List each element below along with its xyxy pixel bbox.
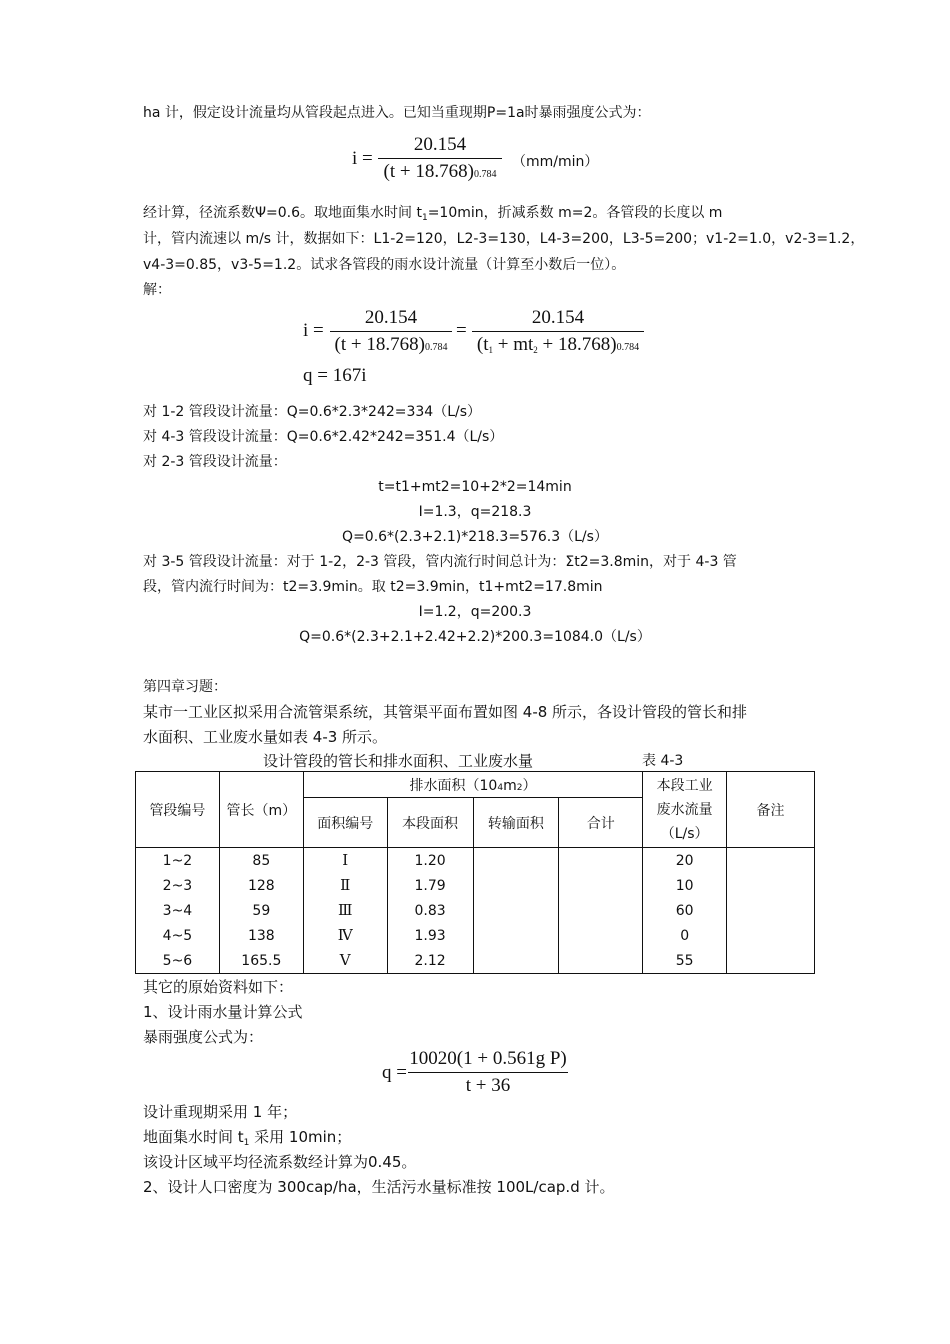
table-row: 5~6 165.5 Ⅴ 2.12 55: [136, 948, 815, 974]
after-line-6: 该设计区域平均径流系数经计算为0.45。: [143, 1153, 417, 1171]
header-area-id: 面积编号: [303, 798, 387, 848]
solution-line-1: 对 1-2 管段设计流量：Q=0.6*2.3*242=334（L/s）: [143, 404, 482, 420]
formula1-unit: （mm/min）: [512, 154, 599, 170]
header-segment: 管段编号: [136, 772, 220, 848]
formula1-denominator: (t + 18.768)0.784: [383, 161, 497, 182]
table-title: 设计管段的管长和排水面积、工业废水量: [263, 752, 534, 770]
header-area-transfer: 转输面积: [473, 798, 559, 848]
calc-line-3: Q=0.6*(2.3+2.1)*218.3=576.3（L/s）: [342, 529, 608, 545]
intro-line-4: v4-3=0.85，v3-5=1.2。试求各管段的雨水设计流量（计算至小数后一位）。: [143, 257, 626, 273]
formula3-lhs: q =: [382, 1062, 407, 1083]
table-row: 2~3 128 Ⅱ 1.79 10: [136, 873, 815, 898]
after-line-3: 暴雨强度公式为：: [143, 1028, 264, 1046]
after-line-1: 其它的原始资料如下：: [143, 978, 294, 996]
pipe-segment-table: [135, 771, 815, 974]
table-number: 表 4-3: [642, 753, 684, 769]
formula2-equals: =: [456, 320, 467, 341]
after-line-2: 1、设计雨水量计算公式: [143, 1003, 303, 1021]
intro-line-3: 计，管内流速以 m/s 计，数据如下：L1-2=120，L2-3=130，L4-3=200，L3-5=200；v1-2=1.0，v2-3=1.2，: [143, 231, 865, 247]
formula2-q-line: q = 167i: [303, 365, 367, 386]
after-line-7: 2、设计人口密度为 300cap/ha，生活污水量标准按 100L/cap.d 计。: [143, 1178, 615, 1196]
formula1-lhs: i =: [352, 148, 373, 169]
header-length: 管长（m）: [219, 772, 303, 848]
table-row: 1~2 85 Ⅰ 1.20 20: [136, 848, 815, 874]
formula1-numerator: 20.154: [413, 134, 467, 155]
after-line-4: 设计重现期采用 1 年；: [143, 1103, 298, 1121]
header-drainage-area: 排水面积（104m2）: [303, 772, 642, 798]
calc-line-4: I=1.2，q=200.3: [418, 604, 532, 620]
formula2-fraction-1: 20.154 (t + 18.768)0.784: [330, 307, 452, 356]
formula2-lhs: i =: [303, 320, 324, 341]
solution-label: 解：: [143, 282, 171, 298]
calc-line-5: Q=0.6*(2.3+2.1+2.42+2.2)*200.3=1084.0（L/s）: [299, 629, 651, 645]
header-area-local: 本段面积: [387, 798, 473, 848]
chapter4-para-1: 某市一工业区拟采用合流管渠系统，其管渠平面布置如图 4-8 所示，各设计管段的管长和排: [143, 703, 748, 721]
calc-line-2: I=1.3，q=218.3: [418, 504, 532, 520]
header-area-total: 合计: [559, 798, 643, 848]
solution-line-4a: 对 3-5 管段设计流量：对于 1-2，2-3 管段，管内流行时间总计为：Σt2=3.8min，对于 4-3 管: [143, 554, 737, 570]
intro-line-2: 经计算，径流系数Ψ=0.6。取地面集水时间 $t_1=10\min$，折减系数 m=2。各管段的长度以 m: [143, 205, 723, 223]
table-row: 4~5 138 Ⅳ 1.93 0: [136, 923, 815, 948]
solution-line-3: 对 2-3 管段设计流量：: [143, 454, 287, 470]
intro-line-1: ha 计，假定设计流量均从管段起点进入。已知当重现期P=1a时暴雨强度公式为：: [143, 105, 651, 121]
calc-line-1: t=t1+mt2=10+2*2=14min: [378, 479, 572, 495]
header-industrial-wastewater: 本段工业 废水流量 （L/s）: [643, 772, 727, 848]
formula3-fraction: 10020(1 + 0.561g P) t + 36: [409, 1048, 567, 1096]
solution-line-4b: 段，管内流行时间为：t2=3.9min。取 t2=3.9min，t1+mt2=17.8min: [143, 579, 603, 595]
table-row: 3~4 59 Ⅲ 0.83 60: [136, 898, 815, 923]
chapter4-heading: 第四章习题：: [143, 679, 227, 695]
solution-line-2: 对 4-3 管段设计流量：Q=0.6*2.42*242=351.4（L/s）: [143, 429, 504, 445]
after-line-5: 地面集水时间 $t_1$ 采用 10min；: [143, 1128, 352, 1148]
chapter4-para-2: 水面积、工业废水量如表 4-3 所示。: [143, 728, 388, 746]
formula2-fraction-2: 20.154 $(t_1 + mt_2 + 18.768)0.784$: [472, 307, 644, 356]
formula1-fraction: [378, 134, 502, 183]
header-note: 备注: [727, 772, 815, 848]
